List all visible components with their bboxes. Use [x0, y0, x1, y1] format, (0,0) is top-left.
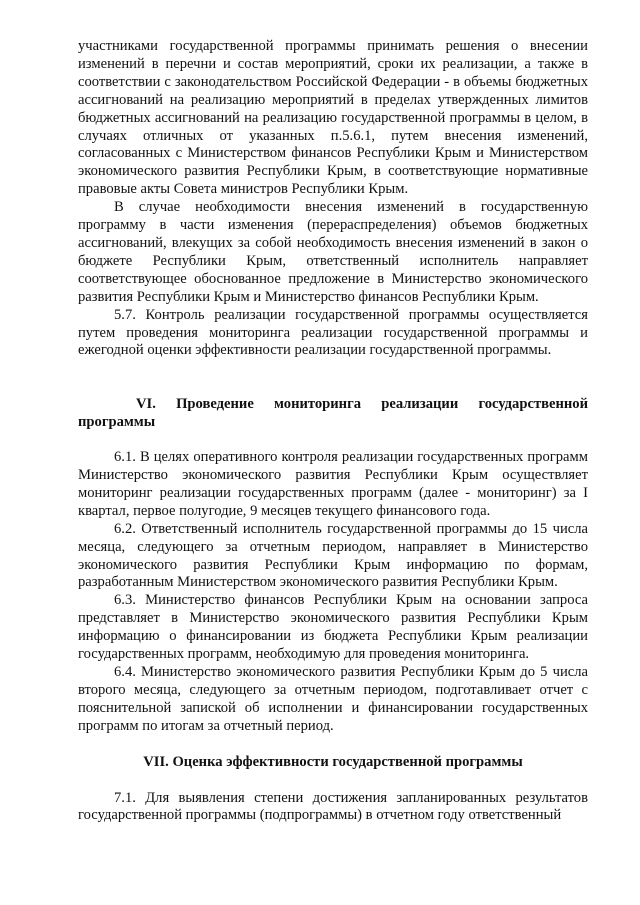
section-spacer — [78, 772, 588, 790]
paragraph-6-3: 6.3. Министерство финансов Республики Крым на основании запроса представляет в Министерство экономического развития Республики Крым информацию о финансировании из бюджета Республики Крым реализации государственных программ, необходимую для проведения мониторинга. — [78, 592, 588, 663]
paragraph-6-1: 6.1. В целях оперативного контроля реализации государственных программ Министерство экономического развития Республики Крым осуществляет мониторинг реализации государственных программ (далее - мониторинг) за I квартал, первое полугодие, 9 месяцев текущего финансового года. — [78, 449, 588, 519]
paragraph-budget-changes: В случае необходимости внесения изменений в государственную программу в части изменения (перераспределения) объемов бюджетных ассигнований, влекущих за собой необходимость внесения изменений в закон о бюджете Республики Крым, ответственный исполнитель направляет соответствующее обоснованное предложение в Министерство экономического развития Республики Крым и Министерство финансов Республики Крым. — [78, 199, 588, 305]
section-spacer — [78, 432, 588, 449]
section-6-heading: VI. Проведение мониторинга реализации государственной программы — [78, 396, 588, 431]
paragraph-5-7: 5.7. Контроль реализации государственной программы осуществляется путем проведения мониторинга реализации государственной программы и ежегодной оценки эффективности реализации государственной программы. — [78, 306, 588, 359]
paragraph-6-4: 6.4. Министерство экономического развития Республики Крым до 5 числа второго месяца, следующего за отчетным периодом, подготавливает отчет с пояснительной запиской об исполнении и финансировании государственных программ по итогам за отчетный период. — [78, 664, 588, 734]
paragraph-6-2: 6.2. Ответственный исполнитель государственной программы до 15 числа месяца, следующего за отчетным периодом, направляет в Министерство экономического развития Республики Крым информацию по формам, разработанным Министерством экономического развития Республики Крым. — [78, 520, 588, 591]
section-7-heading: VII. Оценка эффективности государственной программы — [143, 753, 523, 770]
section-spacer — [78, 360, 588, 396]
paragraph-continuation: участниками государственной программы принимать решения о внесении изменений в перечни и состав мероприятий, сроки их реализации, а также в соответствии с законодательством Российской Федерации - в объемы бюджетных ассигнований на реализацию мероприятий в пределах утвержденных лимитов бюджетных ассигнований на реализацию государственной программы в целом, в случаях отличных от указанных п.5.6.1, путем внесения изменений, согласованных с Министерством финансов Республики Крым и Министерством экономического развития Республики Крым, в соответствующие нормативные правовые акты Совета министров Республики Крым. — [78, 38, 588, 198]
section-spacer — [78, 736, 588, 754]
paragraph-7-1: 7.1. Для выявления степени достижения запланированных результатов государственной программы (подпрограммы) в отчетном году ответственный — [78, 789, 588, 824]
